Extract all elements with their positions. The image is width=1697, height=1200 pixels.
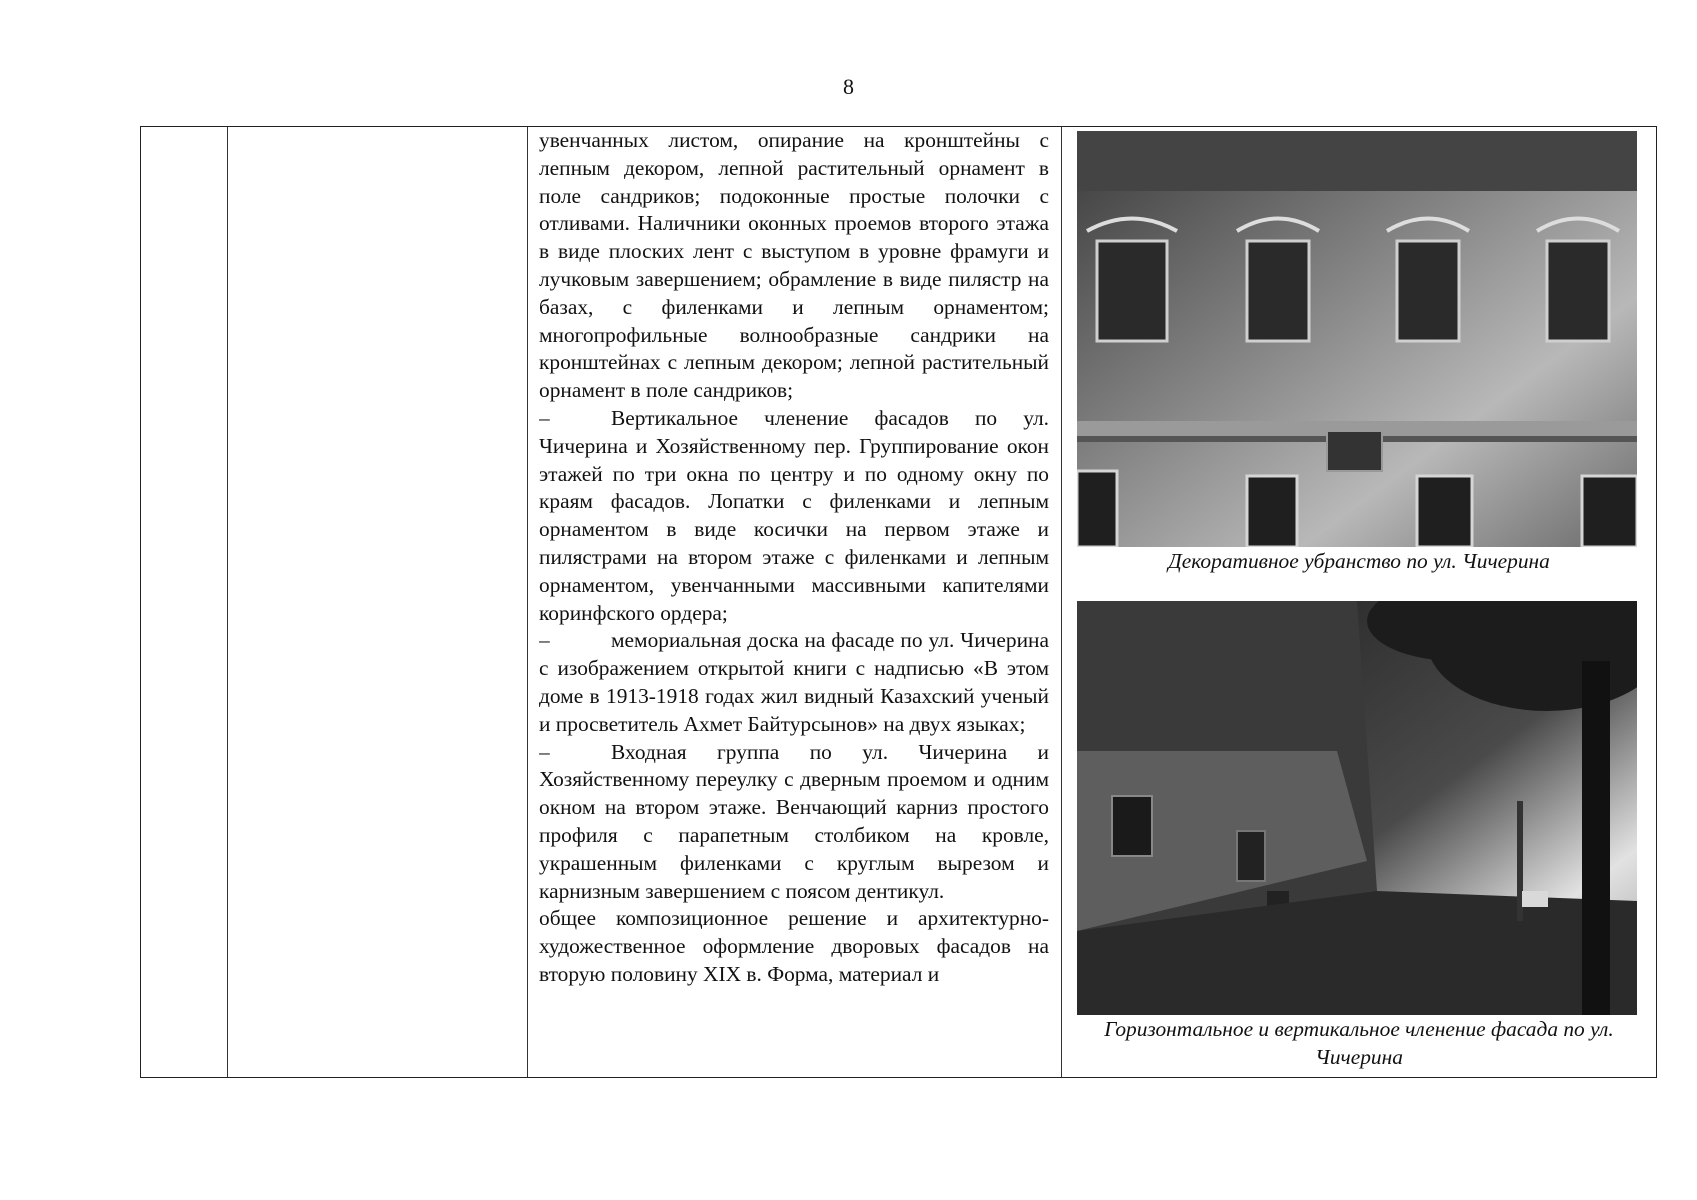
list-dash: – bbox=[539, 628, 550, 653]
document-table bbox=[140, 126, 1657, 1078]
images-cell bbox=[1062, 127, 1656, 1077]
photo-caption-1: Декоративное убранство по ул. Чичерина bbox=[1168, 549, 1550, 573]
page-number: 8 bbox=[843, 74, 854, 99]
facade-decoration-image bbox=[1077, 131, 1637, 547]
list-item bbox=[539, 405, 1049, 627]
list-dash: – bbox=[539, 739, 550, 764]
list-item bbox=[539, 627, 1049, 738]
list-item-text: Вертикальное членение фасадов по ул. Чичерина и Хозяйственному пер. Группирование окон этажей по три окна по центру и по одному окну по краям фасадов. Лопатки с филенками и лепным орнаментом в виде косички на первом этаже и пилястрами на втором этаже с филенками и лепным орнаментом, увенчанными массивными капителями коринфского ордера; bbox=[539, 405, 1049, 625]
description-cell bbox=[539, 127, 1049, 1077]
column-divider-2 bbox=[527, 127, 528, 1077]
facade-articulation-image bbox=[1077, 601, 1637, 1015]
column-divider-1 bbox=[227, 127, 228, 1077]
list-item-text: мемориальная доска на фасаде по ул. Чичерина с изображением открытой книги с надписью «В этом доме в 1913-1918 годах жил видный Казахский ученый и просветитель Ахмет Байтурсынов» на двух языках; bbox=[539, 628, 1049, 736]
list-item bbox=[539, 739, 1049, 906]
list-item-text: Входная группа по ул. Чичерина и Хозяйственному переулку с дверным проемом и одним окном на втором этаже. Венчающий карниз простого профиля с парапетным столбиком на кровле, украшенным филенками с круглым вырезом и карнизным завершением с поясом дентикул. bbox=[539, 739, 1049, 903]
photo-caption-2: Горизонтальное и вертикальное членение фасада по ул. Чичерина bbox=[1104, 1017, 1614, 1069]
facade-articulation-photo bbox=[1077, 601, 1637, 1015]
facade-decoration-photo bbox=[1077, 131, 1637, 547]
description-paragraph: общее композиционное решение и архитектурно-художественное оформление дворовых фасадов на вторую половину XIX в. Форма, материал и bbox=[539, 906, 1049, 986]
description-paragraph: увенчанных листом, опирание на кронштейны с лепным декором, лепной растительный орнамент в поле сандриков; подоконные простые полочки с отливами. Наличники оконных проемов второго этажа в виде плоских лент с выступом в уровне фрамуги и лучковым завершением; обрамление в виде пилястр на базах, с филенками и лепным орнаментом; многопрофильные волнообразные сандрики на кронштейнах с лепным декором; лепной растительный орнамент в поле сандриков; bbox=[539, 128, 1049, 403]
list-dash: – bbox=[539, 405, 550, 430]
